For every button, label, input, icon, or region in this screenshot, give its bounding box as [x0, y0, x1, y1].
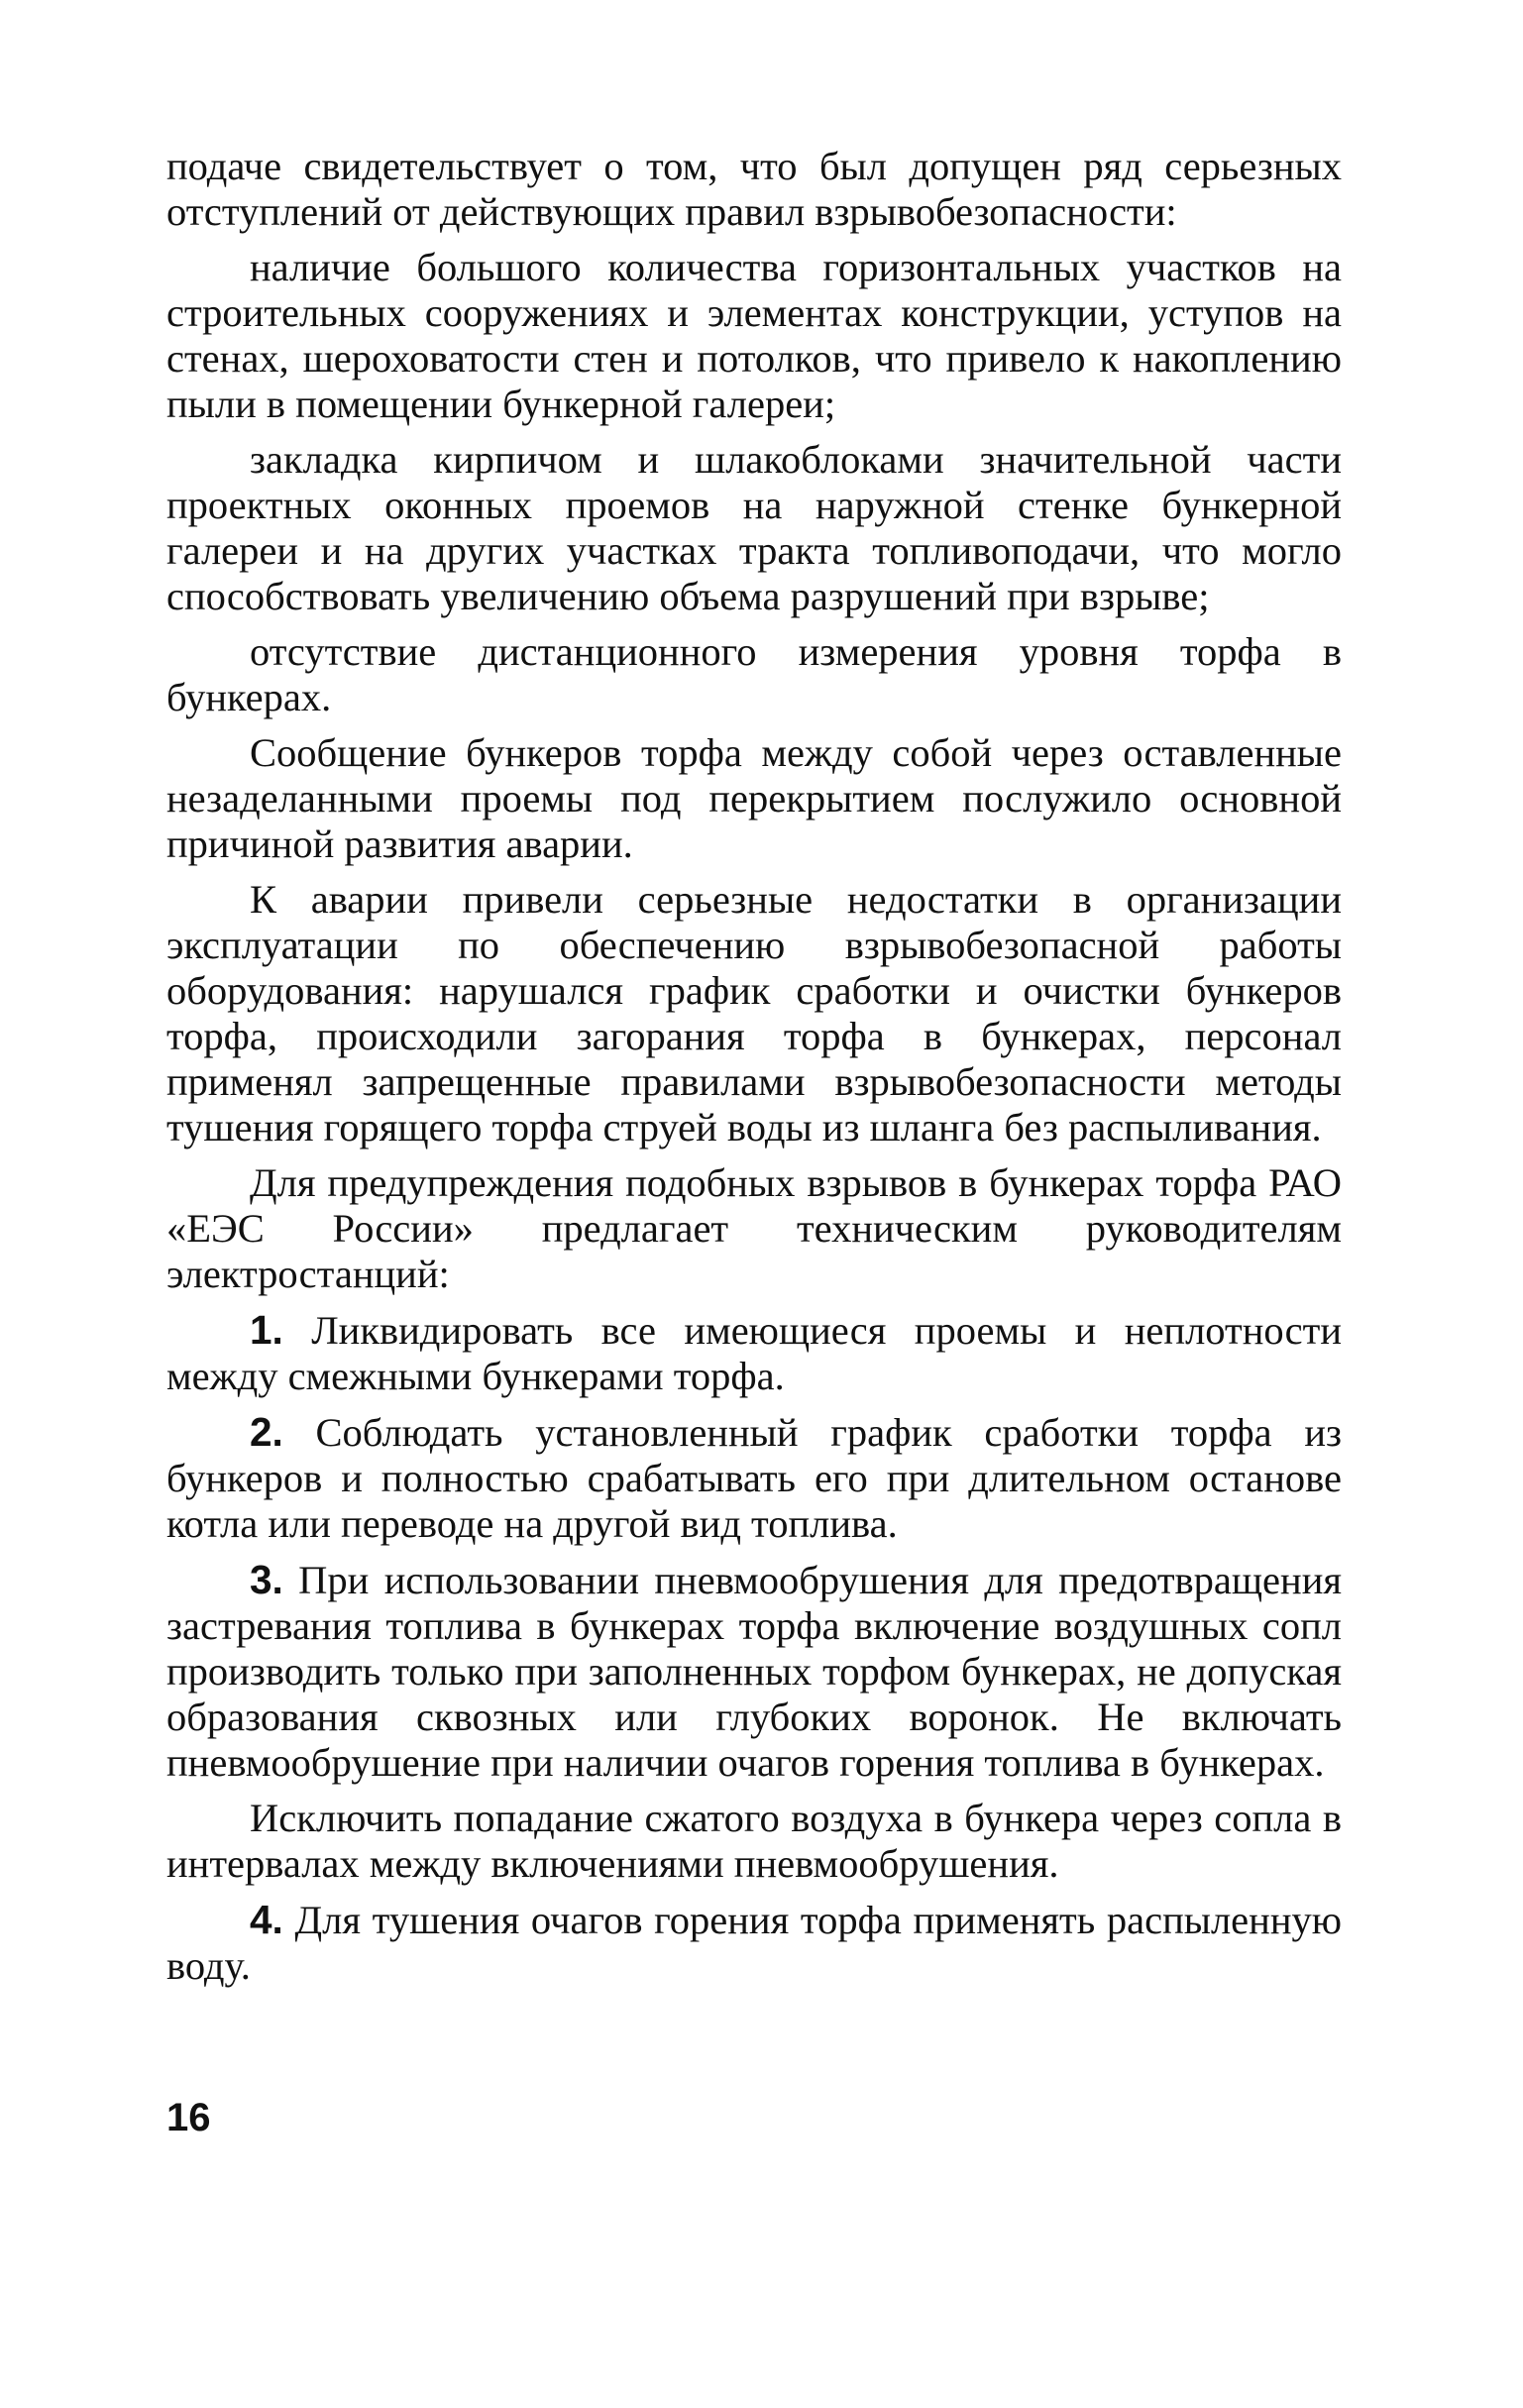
list-number: 4.	[250, 1897, 283, 1942]
list-number: 1.	[250, 1307, 283, 1353]
paragraph-4: отсутствие дистанционного измерения уровня торфа в бункерах.	[166, 629, 1342, 719]
paragraph-2: наличие большого количества горизонтальных участков на строительных сооружениях и элементах конструкции, уступов на стенах, шероховатости стен и потолков, что привело к накоплению пыли в помещении бункерной галереи;	[166, 245, 1342, 426]
list-item-text: Соблюдать установленный график сработки торфа из бункеров и полностью срабатывать его при длительном останове котла или переводе на другой вид топлива.	[166, 1410, 1343, 1546]
list-item-text: При использовании пневмообрушения для предотвращения застревания топлива в бункерах торфа включение воздушных сопл производить только при заполненных торфом бункерах, не допуская образования сквозных или глубоких воронок. Не включать пневмообрушение при наличии очагов горения топлива в бункерах.	[166, 1558, 1343, 1785]
list-number: 2.	[250, 1409, 283, 1455]
list-item-text: Для тушения очагов горения торфа применять распыленную воду.	[166, 1898, 1343, 1988]
paragraph-5: Сообщение бункеров торфа между собой через оставленные незаделанными проемы под перекрытием послужило основной причиной развития аварии.	[166, 730, 1342, 866]
document-body	[166, 144, 1342, 1989]
list-item-3	[166, 1557, 1342, 1786]
paragraph-7: Для предупреждения подобных взрывов в бункерах торфа РАО «ЕЭС России» предлагает техническим руководителям электростанций:	[166, 1160, 1342, 1296]
paragraph-6: К аварии привели серьезные недостатки в организации эксплуатации по обеспечению взрывобезопасной работы оборудования: нарушался график сработки и очистки бункеров торфа, происходили загорания торфа в бункерах, персонал применял запрещенные правилами взрывобезопасности методы тушения горящего торфа струей воды из шланга без распыливания.	[166, 877, 1342, 1149]
paragraph-3: закладка кирпичом и шлакоблоками значительной части проектных оконных проемов на наружной стенке бункерной галереи и на других участках тракта топливоподачи, что могло способствовать увеличению объема разрушений при взрыве;	[166, 437, 1342, 618]
list-item-2	[166, 1409, 1342, 1547]
paragraph-1: подаче свидетельствует о том, что был допущен ряд серьезных отступлений от действующих правил взрывобезопасности:	[166, 144, 1342, 234]
paragraph-11: Исключить попадание сжатого воздуха в бункера через сопла в интервалах между включениями пневмообрушения.	[166, 1796, 1342, 1886]
list-number: 3.	[250, 1557, 283, 1602]
list-item-4	[166, 1897, 1342, 1989]
page-number: 16	[166, 2096, 211, 2139]
list-item-text: Ликвидировать все имеющиеся проемы и неплотности между смежными бункерами торфа.	[166, 1308, 1342, 1398]
list-item-1	[166, 1307, 1342, 1399]
